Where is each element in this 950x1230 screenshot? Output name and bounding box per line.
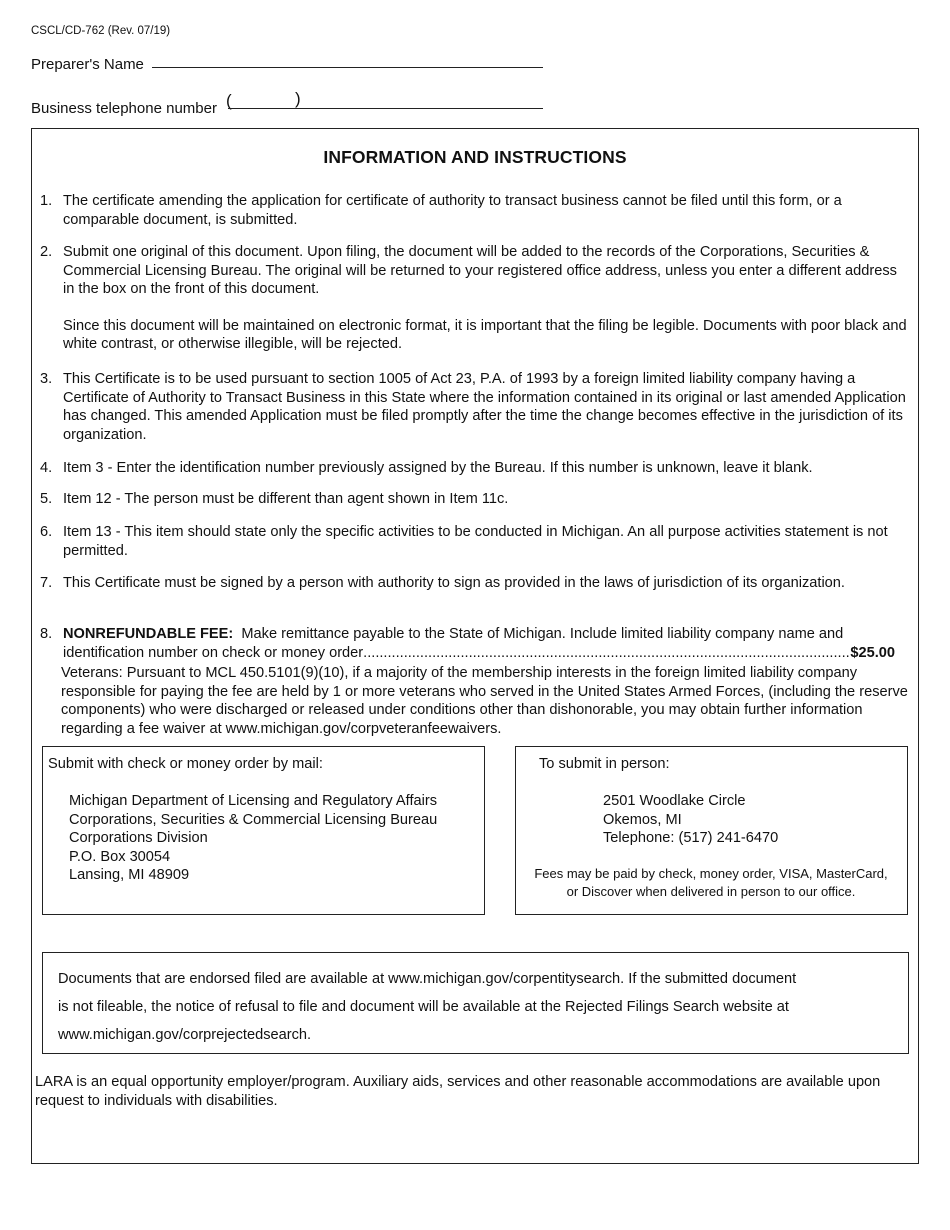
form-number: CSCL/CD-762 (Rev. 07/19) [31,25,171,37]
in-person-address-line: 2501 Woodlake Circle [603,793,746,809]
instruction-item-6 [40,523,910,560]
documents-availability-box [42,952,909,1054]
instruction-item-8 [40,625,895,662]
item-text: Submit one original of this document. Upon filing, the document will be added to the records of the Corporations, Securities & Commercial Licensing Bureau. The original will be returned to your registered office address, unless you enter a different address in the box on the front of this document. [63,244,897,298]
in-person-address [603,792,778,848]
payment-note-line: Fees may be paid by check, money order, VISA, MasterCard, [534,866,888,881]
payment-methods-note [516,865,906,901]
item-number: 3. [40,371,53,387]
item-number: 2. [40,244,53,260]
payment-note-line: or Discover when delivered in person to our office. [566,884,856,899]
item-text-legibility: Since this document will be maintained on electronic format, it is important that the filing be legible. Documents with poor black and white contrast, or otherwise illegible, will be rejected. [63,317,907,353]
business-phone-label: Business telephone number [31,100,217,117]
in-person-box-title: To submit in person: [539,756,670,772]
item-number: 4. [40,460,53,476]
mail-address-line: Michigan Department of Licensing and Regulatory Affairs [69,793,438,809]
preparer-name-label: Preparer's Name [31,56,144,73]
preparer-name-field[interactable] [152,67,543,68]
docs-line: Documents that are endorsed filed are available at www.michigan.gov/corpentitysearch. If the submitted document [58,971,797,987]
in-person-submission-box [515,746,908,915]
instruction-item-1 [40,192,910,229]
veterans-fee-waiver-text: Veterans: Pursuant to MCL 450.5101(9)(10), if a majority of the membership interests in the foreign limited liability company responsible for paying the fee are held by 1 or more veterans who served in the United States Armed Forces, (including the reserve components) who were discharged or released under conditions other than dishonorable, you may obtain further information regarding a fee waiver at www.michigan.gov/corpveteranfeewaivers. [61,665,908,737]
mail-address-line: Lansing, MI 48909 [69,867,190,884]
lara-equal-opportunity-statement: LARA is an equal opportunity employer/program. Auxiliary aids, services and other reasonable accommodations are available upon request to individuals with disabilities. [35,1074,881,1109]
mail-address-line: Corporations Division [69,830,208,847]
item-number: 5. [40,491,53,507]
instruction-item-5 [40,490,910,509]
item-text: The certificate amending the application for certificate of authority to transact business cannot be filed until this form, or a comparable document, is submitted. [63,193,842,228]
instruction-item-2 [40,243,910,354]
phone-area-open-paren: ( [226,91,232,110]
fee-line-text: identification number on check or money order [63,644,364,661]
mail-submission-box [42,746,485,915]
documents-availability-text [58,965,898,1049]
in-person-address-line: Telephone: (517) 241-6470 [603,830,779,847]
item-text: Item 12 - The person must be different than agent shown in Item 11c. [63,491,509,507]
docs-line: is not fileable, the notice of refusal to file and document will be available at the Rejected Filings Search website at [58,999,789,1015]
mail-address-line: Corporations, Securities & Commercial Licensing Bureau [69,811,438,828]
instruction-item-3 [40,370,910,444]
fee-text: Make remittance payable to the State of Michigan. Include limited liability company name and [241,626,844,642]
item-number: 1. [40,193,53,209]
item-number: 6. [40,524,53,540]
item-text: Item 13 - This item should state only the specific activities to be conducted in Michigan. An all purpose activities statement is not permitted. [63,524,888,559]
fee-amount: $25.00 [850,644,895,661]
instruction-item-7 [40,574,910,593]
in-person-address-line: Okemos, MI [603,811,682,828]
phone-area-close-paren: ) [295,89,301,108]
fee-label: NONREFUNDABLE FEE: [63,626,234,642]
mail-box-title: Submit with check or money order by mail: [48,756,323,772]
item-text: This Certificate must be signed by a person with authority to sign as provided in the laws of jurisdiction of its organization. [63,575,845,591]
item-number: 8. [40,626,53,642]
mail-address-line: P.O. Box 30054 [69,848,171,865]
item-number: 7. [40,575,53,591]
business-phone-field[interactable] [228,108,543,109]
item-text: This Certificate is to be used pursuant to section 1005 of Act 23, P.A. of 1993 by a foreign limited liability company having a Certificate of Authority to Transact Business in this State where the information contained in its original or last amended Application has changed. This amended Application must be filed promptly after the time the change becomes effective in the jurisdiction of its organization. [63,371,906,443]
item-text: Item 3 - Enter the identification number previously assigned by the Bureau. If this number is unknown, leave it blank. [63,460,813,476]
instructions-title: INFORMATION AND INSTRUCTIONS [323,147,627,167]
instruction-item-4 [40,459,910,478]
mail-address [69,792,437,885]
leader-dots [363,644,850,663]
docs-line: www.michigan.gov/corprejectedsearch. [58,1027,312,1043]
